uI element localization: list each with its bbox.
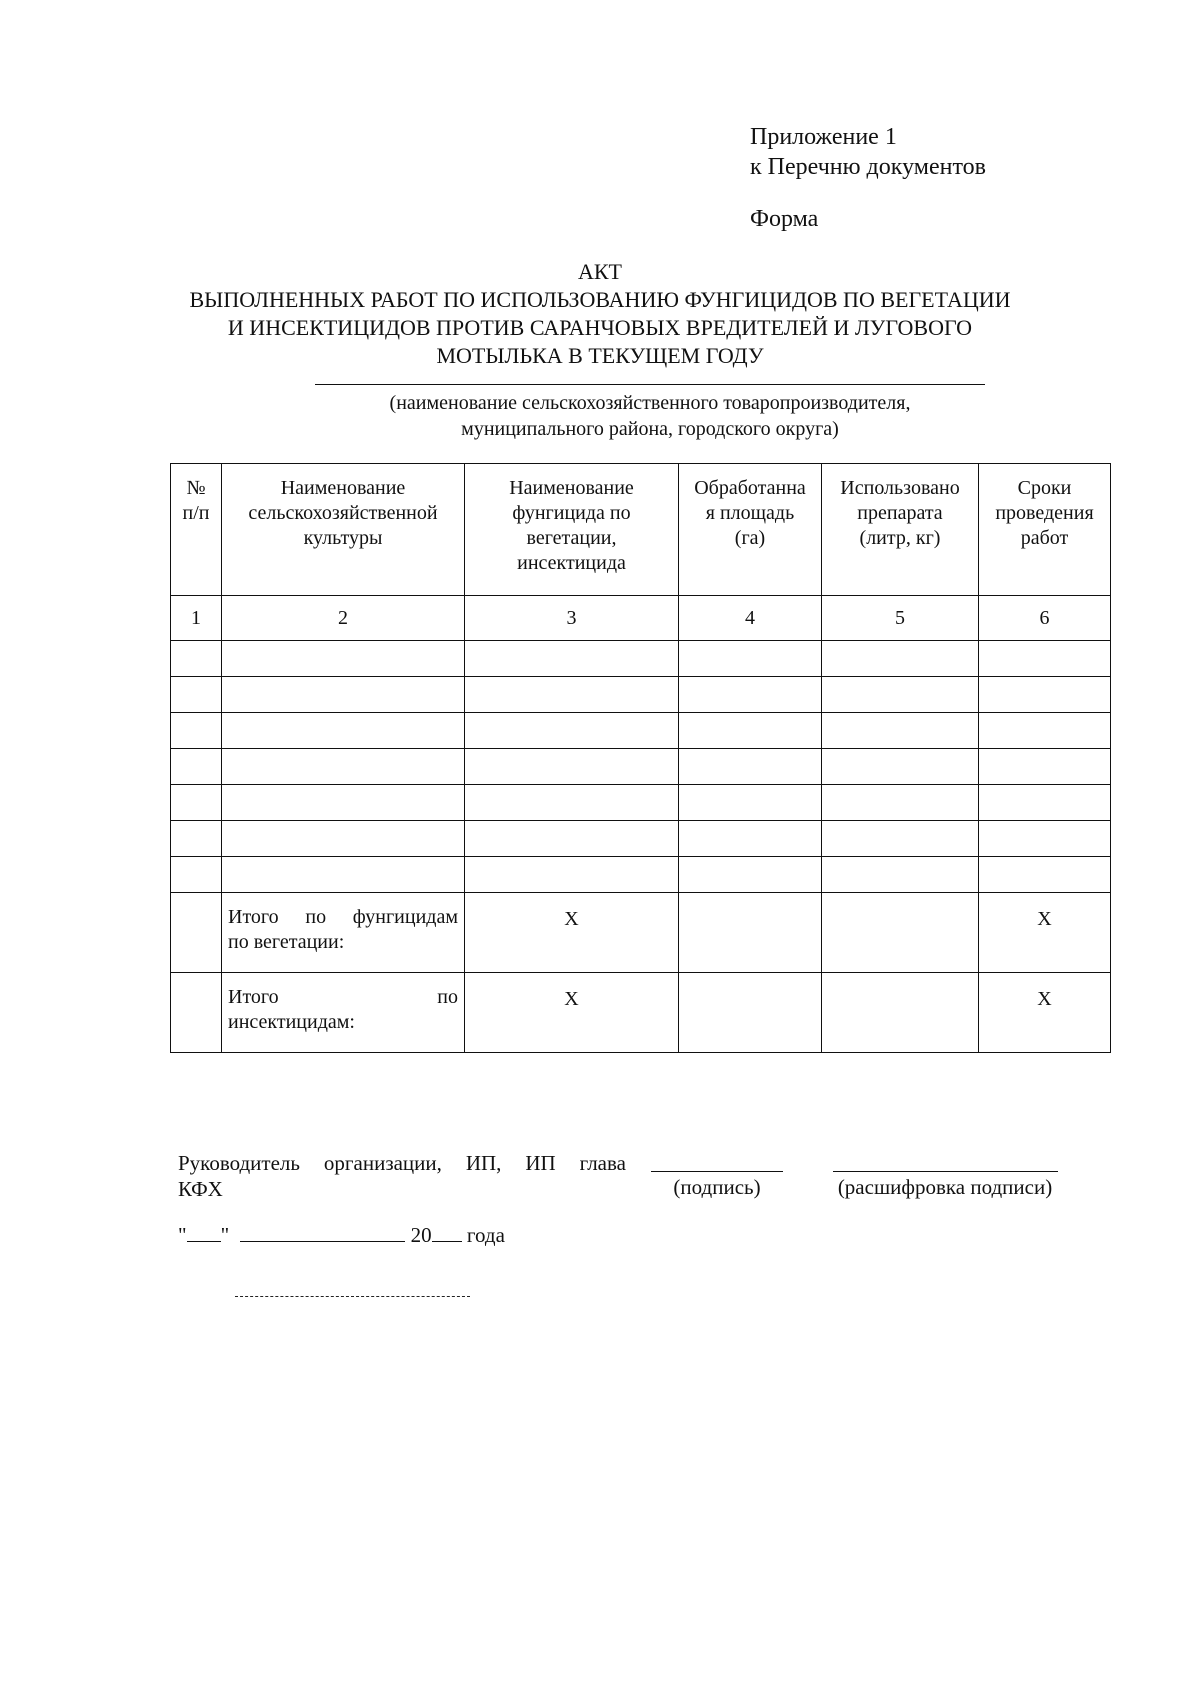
total-insecticides-row xyxy=(171,973,1111,1053)
appendix-reference: к Перечню документов xyxy=(750,154,986,180)
end-separator xyxy=(235,1296,470,1297)
table-cell[interactable] xyxy=(171,641,222,677)
table-row xyxy=(171,785,1111,821)
total-insecticides-preparation-x: X xyxy=(465,973,679,1053)
table-cell[interactable] xyxy=(465,821,679,857)
table-cell[interactable] xyxy=(822,821,979,857)
table-cell[interactable] xyxy=(979,641,1111,677)
header-cell-used: Использовано препарата (литр, кг) xyxy=(822,464,979,596)
table-cell[interactable] xyxy=(679,857,822,893)
document-title xyxy=(150,258,1050,370)
table-cell[interactable] xyxy=(979,713,1111,749)
table-cell[interactable] xyxy=(979,785,1111,821)
total-fungicides-area[interactable] xyxy=(679,893,822,973)
header-cell-crop: Наименование сельскохозяйственной культуры xyxy=(222,464,465,596)
table-cell[interactable] xyxy=(822,677,979,713)
table-cell[interactable] xyxy=(222,785,465,821)
header-cell-area: Обработанна я площадь (га) xyxy=(679,464,822,596)
table-row xyxy=(171,641,1111,677)
table-cell xyxy=(171,893,222,973)
total-insecticides-area[interactable] xyxy=(679,973,822,1053)
table-cell[interactable] xyxy=(222,641,465,677)
table-cell[interactable] xyxy=(822,749,979,785)
header-cell-number: № п/п xyxy=(171,464,222,596)
table-cell[interactable] xyxy=(222,713,465,749)
table-row xyxy=(171,713,1111,749)
signatory-role: Руководитель организации, ИП, ИП глава КФХ xyxy=(178,1151,626,1201)
total-fungicides-used[interactable] xyxy=(822,893,979,973)
total-insecticides-dates-x: X xyxy=(979,973,1111,1053)
table-cell[interactable] xyxy=(171,785,222,821)
table-cell[interactable] xyxy=(679,785,822,821)
table-cell[interactable] xyxy=(465,749,679,785)
table-cell xyxy=(171,973,222,1053)
table-cell[interactable] xyxy=(679,677,822,713)
table-row xyxy=(171,749,1111,785)
table-cell[interactable] xyxy=(679,749,822,785)
signature-caption: (подпись) xyxy=(673,1175,761,1199)
table-cell[interactable] xyxy=(171,677,222,713)
title-line-3: И ИНСЕКТИЦИДОВ ПРОТИВ САРАНЧОВЫХ ВРЕДИТЕЛЕЙ И ЛУГОВОГО xyxy=(227,315,973,340)
producer-caption-line-2: муниципального района, городского округа) xyxy=(461,418,839,440)
title-line-4: МОТЫЛЬКА В ТЕКУЩЕМ ГОДУ xyxy=(436,343,764,368)
column-number-row xyxy=(171,596,1111,641)
signature-decode-caption: (расшифровка подписи) xyxy=(837,1175,1053,1199)
table-cell[interactable] xyxy=(171,857,222,893)
header-cell-dates: Сроки проведения работ xyxy=(979,464,1111,596)
table-cell[interactable] xyxy=(822,857,979,893)
column-number: 3 xyxy=(465,596,679,641)
table-cell[interactable] xyxy=(822,713,979,749)
table-cell[interactable] xyxy=(171,821,222,857)
table-cell[interactable] xyxy=(465,857,679,893)
table-cell[interactable] xyxy=(979,677,1111,713)
table-cell[interactable] xyxy=(465,677,679,713)
table-cell[interactable] xyxy=(222,749,465,785)
open-quote: " xyxy=(178,1223,187,1247)
appendix-header xyxy=(750,122,986,182)
table-cell[interactable] xyxy=(171,749,222,785)
table-cell[interactable] xyxy=(222,857,465,893)
table-cell[interactable] xyxy=(465,785,679,821)
column-number: 4 xyxy=(679,596,822,641)
producer-name-field[interactable] xyxy=(315,384,985,385)
producer-caption-line-1: (наименование сельскохозяйственного товаропроизводителя, xyxy=(389,392,911,414)
table-header-row xyxy=(171,464,1111,596)
table-row xyxy=(171,677,1111,713)
total-fungicides-row xyxy=(171,893,1111,973)
total-fungicides-preparation-x: X xyxy=(465,893,679,973)
close-quote: " xyxy=(220,1223,230,1247)
column-number: 1 xyxy=(171,596,222,641)
table-cell[interactable] xyxy=(465,713,679,749)
table-row xyxy=(171,821,1111,857)
appendix-number: Приложение 1 xyxy=(750,124,897,150)
table-cell[interactable] xyxy=(679,713,822,749)
table-cell[interactable] xyxy=(222,677,465,713)
signature-field[interactable] xyxy=(651,1171,783,1172)
table-cell[interactable] xyxy=(822,785,979,821)
header-cell-preparation: Наименование фунгицида по вегетации, инсектицида xyxy=(465,464,679,596)
table-cell[interactable] xyxy=(679,641,822,677)
work-table xyxy=(170,463,1111,1053)
title-line-1: АКТ xyxy=(578,259,622,284)
total-fungicides-label: Итого по фунгицидам по вегетации: xyxy=(222,893,465,973)
total-insecticides-label: Итого по инсектицидам: xyxy=(222,973,465,1053)
signature-decode-field[interactable] xyxy=(833,1171,1058,1172)
year-suffix: года xyxy=(466,1223,505,1247)
producer-name-caption xyxy=(200,390,1100,442)
year-prefix: 20 xyxy=(410,1223,432,1247)
year-field[interactable] xyxy=(432,1223,462,1242)
column-number: 2 xyxy=(222,596,465,641)
day-field[interactable] xyxy=(187,1223,221,1242)
total-insecticides-used[interactable] xyxy=(822,973,979,1053)
table-cell[interactable] xyxy=(465,641,679,677)
table-row xyxy=(171,857,1111,893)
table-cell[interactable] xyxy=(979,857,1111,893)
month-field[interactable] xyxy=(240,1223,405,1242)
table-cell[interactable] xyxy=(171,713,222,749)
table-cell[interactable] xyxy=(822,641,979,677)
column-number: 6 xyxy=(979,596,1111,641)
form-label: Форма xyxy=(750,206,819,232)
total-fungicides-dates-x: X xyxy=(979,893,1111,973)
date-line xyxy=(178,1222,505,1248)
table-cell[interactable] xyxy=(679,821,822,857)
table-cell[interactable] xyxy=(979,749,1111,785)
table-cell[interactable] xyxy=(222,821,465,857)
column-number: 5 xyxy=(822,596,979,641)
title-line-2: ВЫПОЛНЕННЫХ РАБОТ ПО ИСПОЛЬЗОВАНИЮ ФУНГИЦИДОВ ПО ВЕГЕТАЦИИ xyxy=(189,287,1011,312)
table-cell[interactable] xyxy=(979,821,1111,857)
